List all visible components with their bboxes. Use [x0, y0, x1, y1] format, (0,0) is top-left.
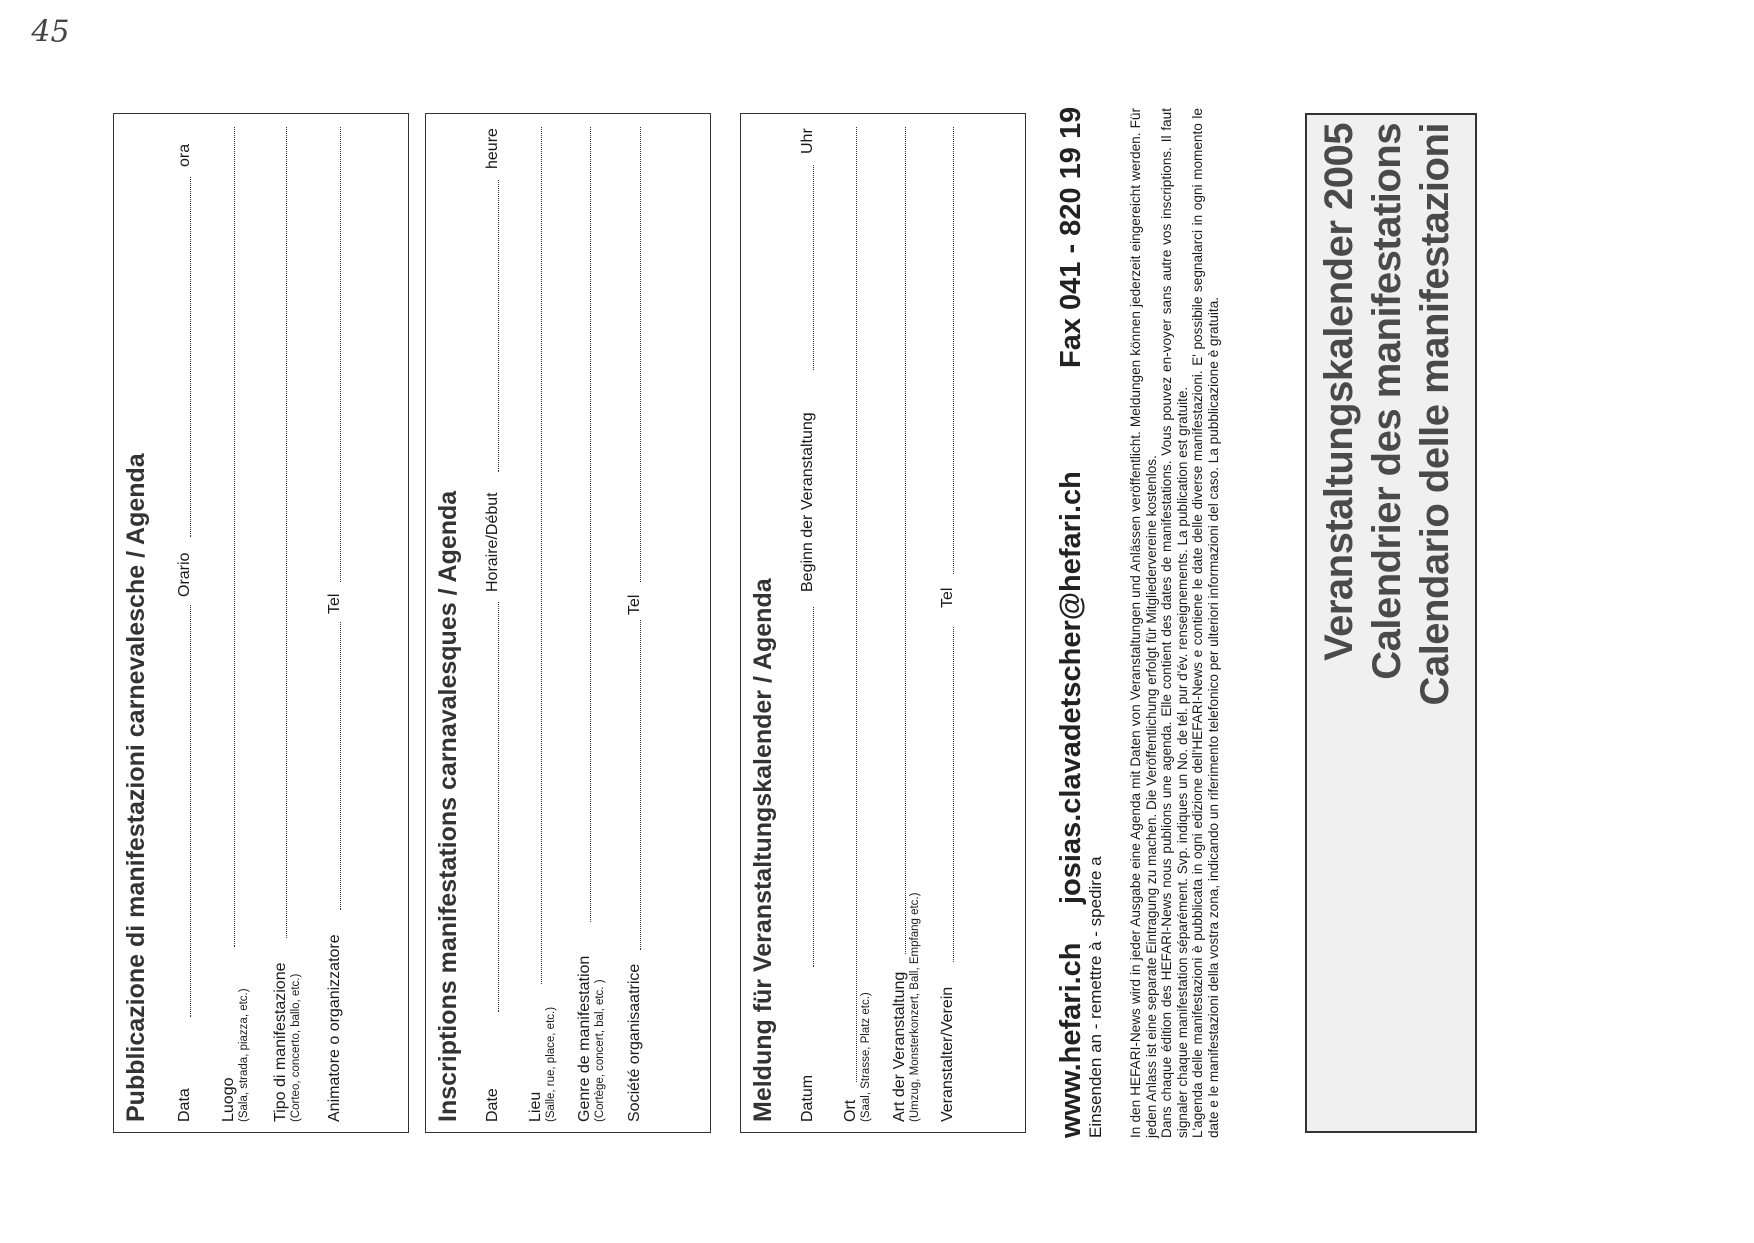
form-italian-title: Pubblicazione di manifestazioni carnevalesche / Agenda: [122, 453, 150, 1122]
organizer-label: Animatore o organizzatore: [326, 934, 343, 1122]
place-field[interactable]: [541, 127, 542, 984]
tel-label: Tel: [326, 593, 343, 614]
place-label: Lieu: [527, 1091, 544, 1122]
date-field[interactable]: [813, 607, 814, 967]
place-hint: (Sala, strada, piazza, etc.): [238, 988, 250, 1122]
start-time-field[interactable]: [190, 177, 191, 537]
handwritten-page-mark: 45: [31, 14, 70, 50]
send-to-label: Einsenden an - remettre à - spedire a: [1086, 856, 1105, 1138]
place-hint: (Saal, Strasse, Platz etc.): [860, 992, 872, 1122]
form-french-title: Inscriptions manifestations carnavalesques / Agenda: [434, 490, 462, 1122]
fax-number: Fax 041 - 820 19 19: [1055, 106, 1087, 368]
form-german-type-row: [891, 124, 931, 1122]
form-italian-organizer-row: [326, 124, 366, 1122]
start-time-field[interactable]: [813, 165, 814, 370]
intro-text: [1128, 108, 1222, 1138]
title-french: Calendrier des manifestations: [1365, 123, 1409, 680]
form-french-organizer-row: [626, 124, 666, 1122]
intro-french: Dans chaque édition des HEFARI-News nous publions une agenda. Elle contient des dates de manifestations. Vous pouvez en-voyer sans autre vos inscriptions. Il faut signaler chaque manifestation séparément. Svp. indiques un No. de tél. pur d'év. renseignements. La publication est gratuite.: [1159, 108, 1190, 1138]
organizer-label: Veranstalter/Verein: [939, 986, 956, 1122]
type-field[interactable]: [905, 127, 906, 954]
time-unit-label: Uhr: [799, 128, 816, 154]
place-label: Luogo: [220, 1077, 237, 1122]
start-label: Beginn der Veranstaltung: [799, 412, 816, 592]
place-field[interactable]: [856, 127, 857, 1082]
type-hint: (Corteo, concerto, ballo, etc.): [290, 973, 302, 1122]
form-french: [425, 113, 711, 1133]
tel-field[interactable]: [953, 127, 954, 574]
title-german: Veranstaltungskalender 2005: [1317, 123, 1361, 661]
intro-italian: L'agenda delle manifestazioni è pubblicata in ogni edizione dell'HEFARI-News e contiene le date delle diverse manifestazioni. E' possibile segnalarci in ogni momento le date e le manifestazioni della vostra zona, indicando un riferimento telefonico per ulteriori informazioni del caso. La pubblicazione è gratuita.: [1190, 108, 1221, 1138]
date-label: Data: [176, 1088, 193, 1122]
tel-field[interactable]: [640, 127, 641, 582]
type-hint: (Umzug, Monsterkonzert, Ball, Empfang etc.): [909, 892, 921, 1122]
start-label: Horaire/Début: [484, 492, 501, 592]
date-field[interactable]: [498, 602, 499, 1012]
organizer-field[interactable]: [953, 627, 954, 962]
date-field[interactable]: [190, 605, 191, 1017]
form-french-type-row: [576, 124, 616, 1122]
time-unit-label: heure: [484, 128, 501, 169]
form-italian-date-row: [176, 124, 216, 1122]
organizer-field[interactable]: [340, 622, 341, 910]
type-field[interactable]: [590, 127, 591, 922]
form-italian-type-row: [272, 124, 312, 1122]
place-label: Ort: [842, 1099, 859, 1122]
form-french-date-row: [484, 124, 524, 1122]
tel-field[interactable]: [340, 127, 341, 582]
form-italian-place-row: [220, 124, 260, 1122]
date-label: Datum: [799, 1074, 816, 1122]
form-italian: [113, 113, 409, 1133]
form-german-title: Meldung für Veranstaltungskalender / Agenda: [749, 578, 777, 1122]
form-german-date-row: [799, 124, 839, 1122]
type-hint: (Cortège, concert, bal, etc. ): [594, 979, 606, 1122]
form-german-place-row: [842, 124, 882, 1122]
tel-label: Tel: [939, 587, 956, 608]
organizer-label: Société organisaatrice: [626, 963, 643, 1122]
time-unit-label: ora: [176, 143, 193, 167]
form-german: [740, 113, 1026, 1133]
form-german-organizer-row: [939, 124, 979, 1122]
start-time-field[interactable]: [498, 180, 499, 472]
type-label: Genre de manifestation: [576, 955, 593, 1122]
form-french-place-row: [527, 124, 567, 1122]
header-box: [1305, 113, 1477, 1133]
type-label: Art der Veranstaltung: [891, 971, 908, 1122]
start-label: Orario: [176, 552, 193, 597]
website-link[interactable]: www.hefari.ch: [1055, 942, 1087, 1138]
place-field[interactable]: [234, 127, 235, 947]
place-hint: (Salle, rue, place, etc.): [545, 1006, 557, 1122]
type-field[interactable]: [286, 127, 287, 938]
date-label: Date: [484, 1088, 501, 1122]
type-label: Tipo di manifestazione: [272, 962, 289, 1122]
tel-label: Tel: [626, 594, 643, 615]
title-italian: Calendario delle manifestazioni: [1413, 123, 1457, 706]
organizer-field[interactable]: [640, 620, 641, 950]
email-link[interactable]: josias.clavadetscher@hefari.ch: [1055, 471, 1087, 904]
intro-german: In den HEFARI-News wird in jeder Ausgabe eine Agenda mit Daten von Veranstaltungen und Anlässen veröffentlicht. Meldungen können jederzeit eingereicht werden. Für jeden Anlass ist eine separate Eintragung zu machen. Die Veröffentlichung erfolgt für Mitgliedervereine kostenlos.: [1128, 108, 1159, 1138]
